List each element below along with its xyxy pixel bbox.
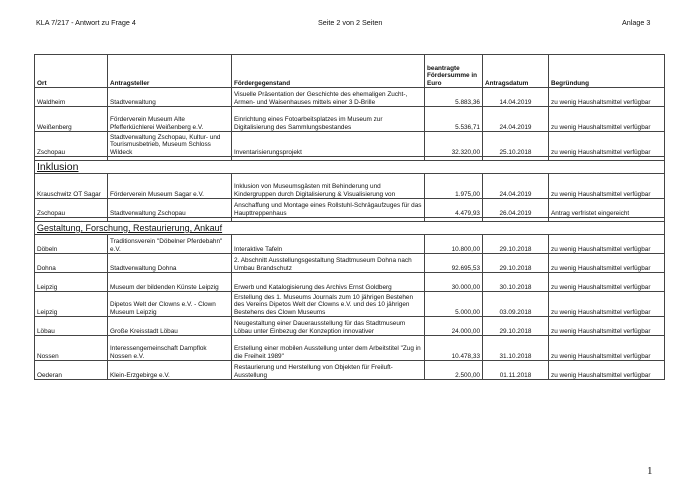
- cell-ort: Löbau: [35, 317, 108, 336]
- cell-begruendung: zu wenig Haushaltsmittel verfügbar: [549, 88, 665, 107]
- column-header-gegenstand: Fördergegenstand: [232, 55, 425, 88]
- cell-ort: Waldheim: [35, 88, 108, 107]
- cell-begruendung: zu wenig Haushaltsmittel verfügbar: [549, 273, 665, 292]
- cell-ort: Döbeln: [35, 235, 108, 254]
- cell-summe: 32.320,00: [425, 132, 483, 157]
- cell-summe: 24.000,00: [425, 317, 483, 336]
- cell-antragsteller: Museum der bildenden Künste Leipzig: [108, 273, 232, 292]
- cell-summe: 1.975,00: [425, 174, 483, 199]
- cell-summe: 10.800,00: [425, 235, 483, 254]
- cell-summe: 4.479,93: [425, 199, 483, 218]
- cell-datum: 01.11.2018: [483, 361, 549, 380]
- table-row: [35, 199, 665, 218]
- table-row: [35, 132, 665, 157]
- cell-begruendung: zu wenig Haushaltsmittel verfügbar: [549, 235, 665, 254]
- section-title-gestaltung: Gestaltung, Forschung, Restaurierung, Ankauf: [35, 222, 665, 235]
- cell-gegenstand: Erstellung einer mobilen Ausstellung unter dem Arbeitstitel "Zug in die Freiheit 1989": [232, 336, 425, 361]
- table-row: [35, 336, 665, 361]
- cell-summe: 5.536,71: [425, 107, 483, 132]
- section-title-inklusion: Inklusion: [35, 161, 665, 174]
- cell-gegenstand: Visuelle Präsentation der Geschichte des ehemaligen Zucht-, Armen- und Waisenhauses mittels einer 3 D-Brille: [232, 88, 425, 107]
- table-row: [35, 273, 665, 292]
- cell-antragsteller: Klein-Erzgebirge e.V.: [108, 361, 232, 380]
- section-row-gestaltung: [35, 222, 665, 235]
- cell-summe: 92.695,53: [425, 254, 483, 273]
- cell-summe: 10.478,33: [425, 336, 483, 361]
- cell-gegenstand: Inklusion von Museumsgästen mit Behinderung und Kindergruppen durch Digitalisierung & Visualisierung von: [232, 174, 425, 199]
- cell-datum: 30.10.2018: [483, 273, 549, 292]
- cell-datum: 29.10.2018: [483, 254, 549, 273]
- table-row: [35, 235, 665, 254]
- cell-gegenstand: Erstellung des 1. Museums Journals zum 10 jährigen Bestehen des Vereins Dipetos Welt der Clowns e.V. und des 10 jährigen Bestehens des Clown Museums: [232, 292, 425, 317]
- cell-antragsteller: Interessengemeinschaft Dampflok Nossen e.V.: [108, 336, 232, 361]
- table-row: [35, 361, 665, 380]
- cell-begruendung: zu wenig Haushaltsmittel verfügbar: [549, 292, 665, 317]
- table-row: [35, 88, 665, 107]
- table-row: [35, 174, 665, 199]
- cell-antragsteller: Große Kreisstadt Löbau: [108, 317, 232, 336]
- cell-gegenstand: Neugestaltung einer Dauerausstellung für das Stadtmuseum Löbau unter Einbezug der Konzeption innovativer: [232, 317, 425, 336]
- cell-gegenstand: Erwerb und Katalogisierung des Archivs Ernst Goldberg: [232, 273, 425, 292]
- cell-ort: Oederan: [35, 361, 108, 380]
- page-mark: 1: [647, 465, 653, 477]
- table-row: [35, 317, 665, 336]
- cell-begruendung: zu wenig Haushaltsmittel verfügbar: [549, 107, 665, 132]
- cell-antragsteller: Stadtverwaltung Dohna: [108, 254, 232, 273]
- cell-ort: Leipzig: [35, 273, 108, 292]
- table-row: [35, 254, 665, 273]
- cell-gegenstand: Restaurierung und Herstellung von Objekten für Freiluft-Ausstellung: [232, 361, 425, 380]
- cell-begruendung: zu wenig Haushaltsmittel verfügbar: [549, 132, 665, 157]
- cell-gegenstand: Inventarisierungsprojekt: [232, 132, 425, 157]
- cell-summe: 5.883,36: [425, 88, 483, 107]
- column-header-begruendung: Begründung: [549, 55, 665, 88]
- cell-datum: 24.04.2019: [483, 107, 549, 132]
- cell-antragsteller: Förderverein Museum Alte Pfefferküchlerei Weißenberg e.V.: [108, 107, 232, 132]
- cell-ort: Leipzig: [35, 292, 108, 317]
- cell-ort: Weißenberg: [35, 107, 108, 132]
- cell-ort: Zschopau: [35, 132, 108, 157]
- cell-summe: 5.000,00: [425, 292, 483, 317]
- cell-begruendung: zu wenig Haushaltsmittel verfügbar: [549, 317, 665, 336]
- cell-gegenstand: Einrichtung eines Fotoarbeitsplatzes im Museum zur Digitalisierung des Sammlungsbestandes: [232, 107, 425, 132]
- cell-datum: 03.09.2018: [483, 292, 549, 317]
- cell-gegenstand: Anschaffung und Montage eines Rollstuhl-Schrägaufzuges für das Haupttreppenhaus: [232, 199, 425, 218]
- table-row: [35, 107, 665, 132]
- column-header-datum: Antragsdatum: [483, 55, 549, 88]
- cell-antragsteller: Dipetos Welt der Clowns e.V. - Clown Museum Leipzig: [108, 292, 232, 317]
- cell-datum: 25.10.2018: [483, 132, 549, 157]
- page-indicator: Seite 2 von 2 Seiten: [318, 18, 383, 27]
- column-header-antragsteller: Antragsteller: [108, 55, 232, 88]
- cell-begruendung: Antrag verfristet eingereicht: [549, 199, 665, 218]
- cell-antragsteller: Stadtverwaltung Zschopau: [108, 199, 232, 218]
- cell-begruendung: zu wenig Haushaltsmittel verfügbar: [549, 336, 665, 361]
- cell-datum: 31.10.2018: [483, 336, 549, 361]
- cell-antragsteller: Stadtverwaltung Zschopau, Kultur- und Tourismusbetrieb, Museum Schloss Wildeck: [108, 132, 232, 157]
- cell-datum: 14.04.2019: [483, 88, 549, 107]
- table-row: [35, 292, 665, 317]
- cell-gegenstand: Interaktive Tafeln: [232, 235, 425, 254]
- cell-begruendung: zu wenig Haushaltsmittel verfügbar: [549, 174, 665, 199]
- cell-ort: Dohna: [35, 254, 108, 273]
- cell-antragsteller: Stadtverwaltung: [108, 88, 232, 107]
- cell-datum: 29.10.2018: [483, 317, 549, 336]
- attachment-label: Anlage 3: [622, 18, 651, 27]
- cell-ort: Nossen: [35, 336, 108, 361]
- funding-table: [34, 54, 665, 380]
- column-header-summe: beantragte Fördersumme in Euro: [425, 55, 483, 88]
- cell-ort: Zschopau: [35, 199, 108, 218]
- cell-begruendung: zu wenig Haushaltsmittel verfügbar: [549, 361, 665, 380]
- table-header-row: [35, 55, 665, 88]
- cell-datum: 26.04.2019: [483, 199, 549, 218]
- cell-datum: 29.10.2018: [483, 235, 549, 254]
- section-row-inklusion: [35, 161, 665, 174]
- cell-antragsteller: Traditionsverein "Döbelner Pferdebahn" e.V.: [108, 235, 232, 254]
- cell-ort: Krauschwitz OT Sagar: [35, 174, 108, 199]
- column-header-ort: Ort: [35, 55, 108, 88]
- document-reference: KLA 7/217 - Antwort zu Frage 4: [36, 18, 136, 27]
- cell-antragsteller: Förderverein Museum Sagar e.V.: [108, 174, 232, 199]
- cell-summe: 30.000,00: [425, 273, 483, 292]
- cell-begruendung: zu wenig Haushaltsmittel verfügbar: [549, 254, 665, 273]
- cell-datum: 24.04.2019: [483, 174, 549, 199]
- cell-summe: 2.500,00: [425, 361, 483, 380]
- cell-gegenstand: 2. Abschnitt Ausstellungsgestaltung Stadtmuseum Dohna nach Umbau Brandschutz: [232, 254, 425, 273]
